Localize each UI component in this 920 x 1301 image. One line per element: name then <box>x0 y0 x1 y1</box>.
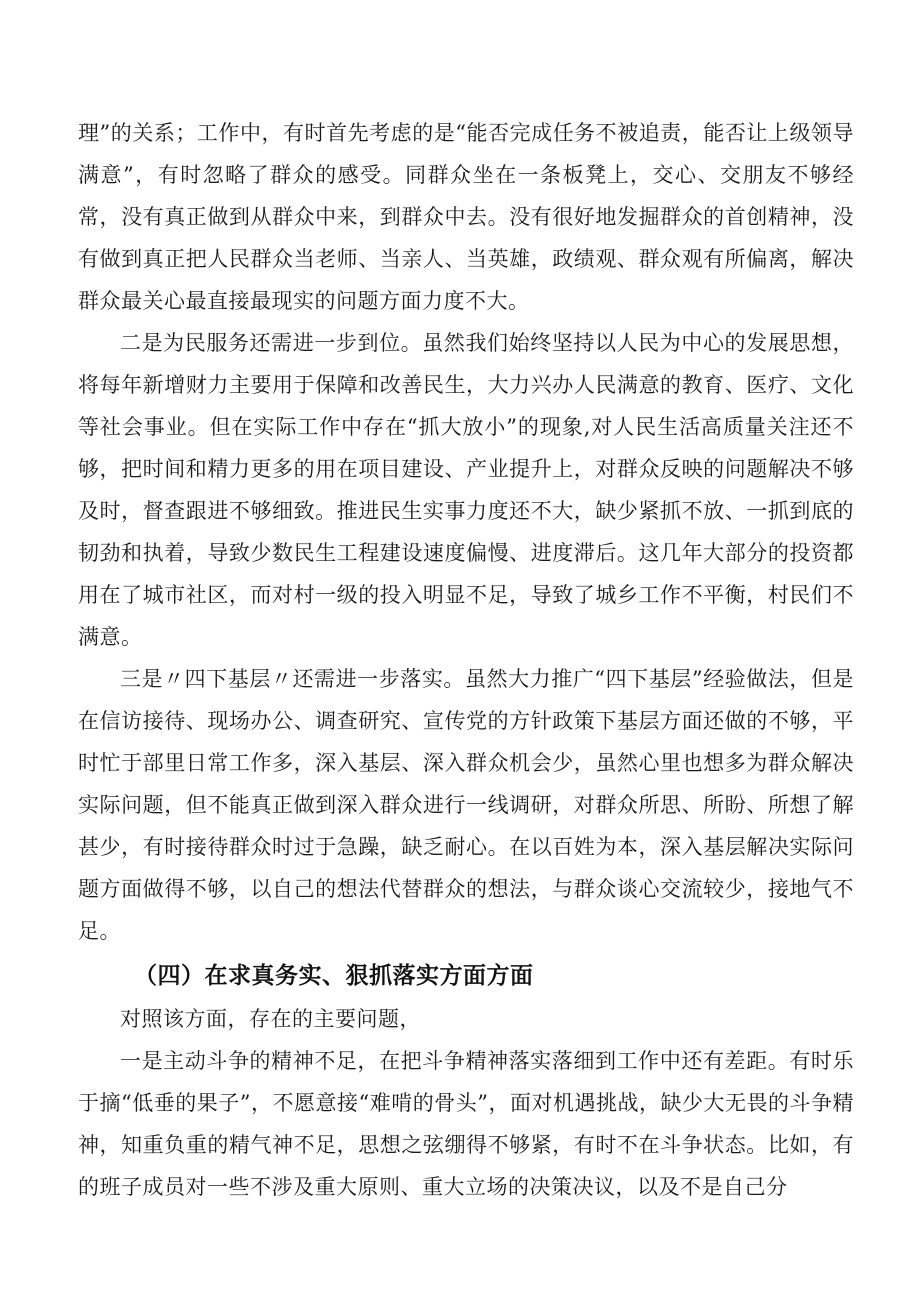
paragraph-2: 二是为民服务还需进一步到位。虽然我们始终坚持以人民为中心的发展思想，将每年新增财力主要用于保障和改善民生，大力兴办人民满意的教育、医疗、文化等社会事业。但在实际工作中存在“抓大放小”的现象,对人民生活高质量关注还不够，把时间和精力更多的用在项目建设、产业提升上，对群众反映的问题解决不够及时，督查跟进不够细致。推进民生实事力度还不大，缺少紧抓不放、一抓到底的韧劲和执着，导致少数民生工程建设速度偏慢、进度滞后。这几年大部分的投资都用在了城市社区，而对村一级的投入明显不足，导致了城乡工作不平衡，村民们不满意。 <box>78 331 854 649</box>
paragraph-4: 对照该方面，存在的主要问题， <box>120 1007 421 1031</box>
paragraph-5: 一是主动斗争的精神不足，在把斗争精神落实落细到工作中还有差距。有时乐于摘“低垂的果子”，不愿意接“难啃的骨头”，面对机遇挑战，缺少大无畏的斗争精神，知重负重的精气神不足，思想之弦绷得不够紧，有时不在斗争状态。比如，有的班子成员对一些不涉及重大原则、重大立场的决策决议，以及不是自己分 <box>78 1049 854 1199</box>
paragraph-1: 理”的关系；工作中，有时首先考虑的是“能否完成任务不被追责，能否让上级领导满意”，有时忽略了群众的感受。同群众坐在一条板凳上，交心、交朋友不够经常，没有真正做到从群众中来，到群众中去。没有很好地发掘群众的首创精神，没有做到真正把人民群众当老师、当亲人、当英雄，政绩观、群众观有所偏离，解决群众最关心最直接最现实的问题方面力度不大。 <box>78 121 854 313</box>
section-heading: （四）在求真务实、狠抓落实方面方面 <box>134 963 534 989</box>
document-body <box>78 112 854 1208</box>
paragraph-3: 三是〃四下基层〃还需进一步落实。虽然大力推广“四下基层”经验做法，但是在信访接待、现场办公、调查研究、宣传党的方针政策下基层方面还做的不够，平时忙于部里日常工作多，深入基层、深入群众机会少，虽然心里也想多为群众解决实际问题，但不能真正做到深入群众进行一线调研，对群众所思、所盼、所想了解甚少，有时接待群众时过于急躁，缺乏耐心。在以百姓为本，深入基层解决实际问题方面做得不够，以自己的想法代替群众的想法，与群众谈心交流较少，接地气不足。 <box>78 667 854 943</box>
